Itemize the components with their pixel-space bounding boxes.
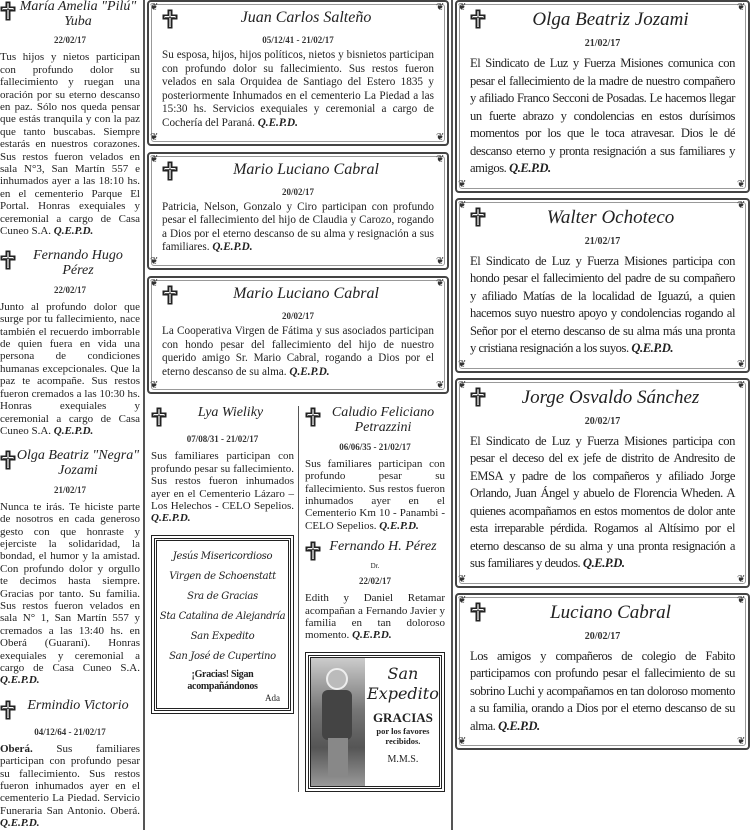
notice-body (305, 458, 445, 532)
body-text: El Sindicato de Luz y Fuerza Misiones participa con hondo pesar el fallecimiento del padre de su compañero y afiliado Matías de la localidad de Iguazú, a quien hacemos suyo nuestro apoyo y condolencias rogando al Señor por el eterno descanso de su alma más una pronta y cristiana resignación a los suyos. (470, 253, 735, 355)
deceased-name: Luciano Cabral (550, 601, 671, 623)
cross-icon (0, 250, 16, 270)
notice-body (162, 49, 434, 131)
notice-body (0, 743, 140, 830)
qepd: Q.E.P.D. (289, 365, 330, 378)
floral-corner-ornament: ❦ (150, 277, 159, 289)
floral-corner-ornament: ❦ (458, 573, 467, 585)
notice-date: 21/02/17 (584, 235, 621, 247)
deceased-name: Mario Luciano Cabral (233, 284, 379, 302)
san-expedito-card (308, 655, 442, 789)
floral-corner-ornament: ❦ (458, 594, 467, 606)
floral-corner-ornament: ❦ (737, 358, 746, 370)
body-text: Tus hijos y nietos participan con profundo dolor su fallecimiento y ruegan una oración por su eterno descanso en paz. Sólo nos queda pensar que estás tranquila y con la paz que tanto buscabas. Siempre estarás en nuestros corazones. Sus restos fueron velados en sala N°3, San Martín 557 e inhumados ayer a las 18:10 hs. en el cementerio Parque El Portal. Honras exequiales y ceremonial a cargo de Casa Cuneo S.A. (0, 51, 140, 238)
lower-middle-row (147, 406, 449, 791)
title-prefix: Dr. (370, 562, 380, 571)
qepd: Q.E.P.D. (352, 629, 392, 642)
deceased-name: Olga Beatriz "Negra" Jozami (16, 448, 140, 478)
card-signature: M.M.S. (387, 753, 419, 765)
notice-body (470, 433, 735, 573)
deceased-name: Fernando Hugo Pérez (33, 248, 123, 279)
notice-date: 04/12/64 - 21/02/17 (34, 726, 106, 737)
qepd: Q.E.P.D. (0, 817, 40, 830)
thanks-line: Sta Catalina de Alejandría (159, 610, 286, 622)
floral-corner-ornament: ❦ (150, 255, 159, 267)
floral-corner-ornament: ❦ (150, 153, 159, 165)
obituary-notice (455, 593, 750, 751)
lower-left-subcolumn (147, 406, 298, 791)
cross-icon (305, 407, 321, 427)
qepd: Q.E.P.D. (631, 341, 674, 355)
cross-icon (470, 602, 486, 622)
gracias-text: GRACIAS (372, 709, 433, 725)
thanks-signature: Ada (265, 692, 280, 703)
cross-icon (305, 541, 321, 561)
notice-body (0, 301, 140, 437)
qepd: Q.E.P.D. (0, 674, 40, 687)
obituary-notice (147, 0, 449, 146)
qepd: Q.E.P.D. (53, 424, 94, 437)
notice-body (0, 51, 140, 237)
notice-body (470, 253, 735, 358)
notice-body (151, 450, 294, 524)
floral-corner-ornament: ❦ (458, 358, 467, 370)
floral-corner-ornament: ❦ (737, 178, 746, 190)
notice-body (162, 325, 434, 379)
obituary-notice (0, 699, 140, 830)
thanks-line: Virgen de Schoenstatt (169, 570, 276, 582)
thanks-card (154, 538, 291, 711)
floral-corner-ornament: ❦ (150, 131, 159, 143)
body-text: Junto al profundo dolor que surge por tu fallecimiento, nace también el recuerdo imborrable de quien fuera en vida una persona de condiciones humanas excepcionales. Que la paz te acompañe. Sus restos fueron cremados a las 10:30 hs. Honras exequiales y ceremonial a cargo de Casa Cuneo S.A. (0, 300, 140, 437)
deceased-name: Ermindio Victorio (27, 697, 129, 713)
obituary-notice (147, 276, 449, 394)
notice-date: 21/02/17 (584, 38, 621, 49)
notice-body (162, 201, 434, 255)
cross-icon (470, 207, 486, 227)
floral-corner-ornament: ❦ (458, 178, 467, 190)
qepd: Q.E.P.D. (257, 116, 298, 129)
column-divider (143, 0, 145, 830)
floral-corner-ornament: ❦ (150, 2, 159, 13)
cross-icon (151, 407, 167, 427)
thanks-line: San José de Cupertino (169, 650, 276, 662)
thanks-line: Jesús Misericordioso (172, 550, 273, 562)
qepd: Q.E.P.D. (212, 241, 253, 254)
cross-icon (0, 700, 16, 720)
cross-icon (470, 387, 486, 407)
floral-corner-ornament: ❦ (737, 199, 746, 211)
deceased-name: Olga Beatriz Jozami (532, 9, 689, 30)
body-text: Nunca te irás. Te hiciste parte de nosotros en cada generoso gesto con que honraste y ejerciste la solidaridad, la bondad, el humor y la amistad. Con profundo dolor y orgullo te decimos hasta siempre. Gracias por tanto. Su familia. Sus restos fueron velados en sala N° 1, San Martín 557 y cremados a las 13:40 hs. en Oberá (Guaraní). Honras exequiales y ceremonial a cargo de Casa Cuneo S.A. (0, 500, 140, 674)
obituary-notice (455, 378, 750, 588)
card-title: Expedito (367, 683, 439, 703)
right-column (455, 0, 750, 750)
deceased-name: Caludio Feliciano Petrazzini (331, 405, 435, 435)
cross-icon (470, 9, 486, 29)
notice-date: 22/02/17 (53, 35, 86, 46)
obituary-notice (151, 406, 294, 524)
body-text: El Sindicato de Luz y Fuerza Misiones comunica con pesar el fallecimiento de la madre de nuestro compañero y afiliado Franco Secconi de Posadas. Le hacemos llegar un fuerte abrazo y condolencias en estos durísimos momentos por los que le toca atravesar. Dios le dé descanso eterno y pronta resignación a sus familiares y amigos. (470, 56, 735, 175)
body-text: Sus familiares participan con profundo pesar su fallecimiento. Sus restos fueron inhumados ayer en el Cementerio Km 10 - Panambi - CELO Sepelios. (305, 457, 445, 532)
obituary-notice (0, 249, 140, 437)
floral-corner-ornament: ❦ (458, 379, 467, 391)
notice-date: 07/08/31 - 21/02/17 (186, 434, 259, 445)
column-divider (451, 0, 453, 830)
floral-corner-ornament: ❦ (436, 2, 445, 13)
deceased-name: Fernando H. Pérez (329, 539, 437, 555)
notice-date: 20/02/17 (584, 415, 621, 427)
cross-icon (162, 9, 178, 29)
notice-body (470, 55, 735, 178)
obituary-notice (0, 449, 140, 686)
obituary-notice (305, 540, 445, 642)
qepd: Q.E.P.D. (379, 519, 419, 532)
body-text: Su esposa, hijos, hijos políticos, nietos y bisnietos participan con profundo dolor su fallecimiento. Sus restos fueron velados en sala Orquidea de Santiago del Estero 1835 y posteriormente Inhumados en el cementerio La Piedad a las 15:30 hs. Servicios exequiales y ceremonial a cargo de Cochería del Paraná. (162, 49, 434, 129)
floral-corner-ornament: ❦ (458, 2, 467, 13)
body-text: Edith y Daniel Retamar acompañan a Fernando Javier y familia en tan doloroso momento. (305, 592, 445, 642)
lower-right-subcolumn (298, 406, 449, 791)
deceased-name: Mario Luciano Cabral (233, 160, 379, 178)
floral-corner-ornament: ❦ (436, 131, 445, 143)
qepd: Q.E.P.D. (53, 225, 94, 238)
obituary-notice (147, 152, 449, 270)
floral-corner-ornament: ❦ (737, 594, 746, 606)
notice-date: 20/02/17 (281, 310, 314, 321)
body-text: La Cooperativa Virgen de Fátima y sus asociados participan con hondo pesar del fallecimiento del hijo de nuestro querido amigo Sr. Mario Cabral, rogando a Dios por el eterno descanso de su alma. (162, 324, 434, 378)
notice-date: 22/02/17 (358, 576, 391, 587)
floral-corner-ornament: ❦ (737, 379, 746, 391)
qepd: Q.E.P.D. (151, 512, 191, 525)
thanks-footer: ¡Gracias! Sigan acompañándonos (187, 668, 258, 692)
obituary-notice (305, 406, 445, 532)
notice-body (470, 648, 735, 736)
floral-corner-ornament: ❦ (436, 255, 445, 267)
qepd: Q.E.P.D. (498, 718, 540, 733)
floral-corner-ornament: ❦ (737, 2, 746, 13)
floral-corner-ornament: ❦ (436, 153, 445, 165)
deceased-name: Lya Wieliky (197, 405, 264, 421)
floral-corner-ornament: ❦ (458, 199, 467, 211)
deceased-name: Juan Carlos Salteño (240, 9, 372, 26)
thanks-line: San Expedito (190, 630, 255, 642)
deceased-name: Walter Ochoteco (546, 206, 675, 228)
notice-date: 05/12/41 - 21/02/17 (262, 35, 334, 45)
floral-corner-ornament: ❦ (436, 277, 445, 289)
floral-corner-ornament: ❦ (737, 573, 746, 585)
notice-date: 06/06/35 - 21/02/17 (339, 441, 411, 452)
notice-date: 20/02/17 (281, 186, 314, 197)
location-lead: Oberá. (0, 742, 33, 755)
deceased-name: María Amelia "Pilú" Yuba (19, 0, 137, 29)
obituary-notice (0, 0, 140, 237)
cross-icon (162, 161, 178, 181)
cross-icon (0, 1, 16, 21)
body-text: Sus familiares participan con profundo pesar su fallecimiento. Sus restos fueron inhumados ayer en el Cementerio Lázaro – Los Helechos - CELO Sepelios. (151, 450, 294, 512)
body-text: Patricia, Nelson, Gonzalo y Ciro participan con profundo pesar el fallecimiento del hijo de Claudia y Carozo, rogando a Dios por el eterno descanso de su alma y resignación a sus familiares. (162, 200, 434, 254)
floral-corner-ornament: ❦ (737, 736, 746, 747)
cross-icon (162, 285, 178, 305)
card-title: San (387, 663, 419, 683)
body-text: Sus familiares participan con profundo pesar su fallecimiento. Sus restos fueron inhumados ayer en el cementerio La Piedad. Servicio Funeraria San Antonio. Oberá. (0, 742, 140, 817)
qepd: Q.E.P.D. (509, 161, 551, 175)
floral-corner-ornament: ❦ (458, 736, 467, 747)
deceased-name: Jorge Osvaldo Sánchez (521, 386, 700, 408)
floral-corner-ornament: ❦ (436, 380, 445, 392)
qepd: Q.E.P.D. (582, 556, 625, 570)
notice-date: 20/02/17 (584, 630, 621, 642)
obituary-notice (455, 0, 750, 193)
body-text: El Sindicato de Luz y Fuerza Misiones participa con pesar el deceso del ex jefe de distrito de Andresito de EMSA y padre de los compañeros y afiliado Jorge Orlando, Juan Ángel y abuelo de Florencia Wheden. A quienes acompañamos en estos momentos de dolor ante esta irreparable pérdida. Rogamos al Altísimo por el eterno descanso de su alma y una pronta resignación a sus familiares y deudos. (470, 433, 735, 570)
middle-column (147, 0, 449, 792)
floral-corner-ornament: ❦ (150, 380, 159, 392)
body-text: Los amigos y compañeros de colegio de Fabito participamos con profundo pesar el fallecimiento de su sobrino Luchi y acompañamos en tan doloroso momento a su familia, orando a Dios por el eterno descanso de su alma. (470, 648, 735, 733)
left-column (0, 0, 140, 830)
notice-date: 21/02/17 (53, 484, 86, 495)
gracias-subtext: por los favores recibidos. (376, 725, 430, 746)
thanks-line: Sra de Gracias (187, 590, 258, 602)
notice-body (305, 592, 445, 642)
notice-date: 22/02/17 (53, 284, 86, 295)
notice-body (0, 501, 140, 687)
obituary-notice (455, 198, 750, 373)
saint-image (311, 658, 365, 786)
cross-icon (0, 450, 16, 470)
